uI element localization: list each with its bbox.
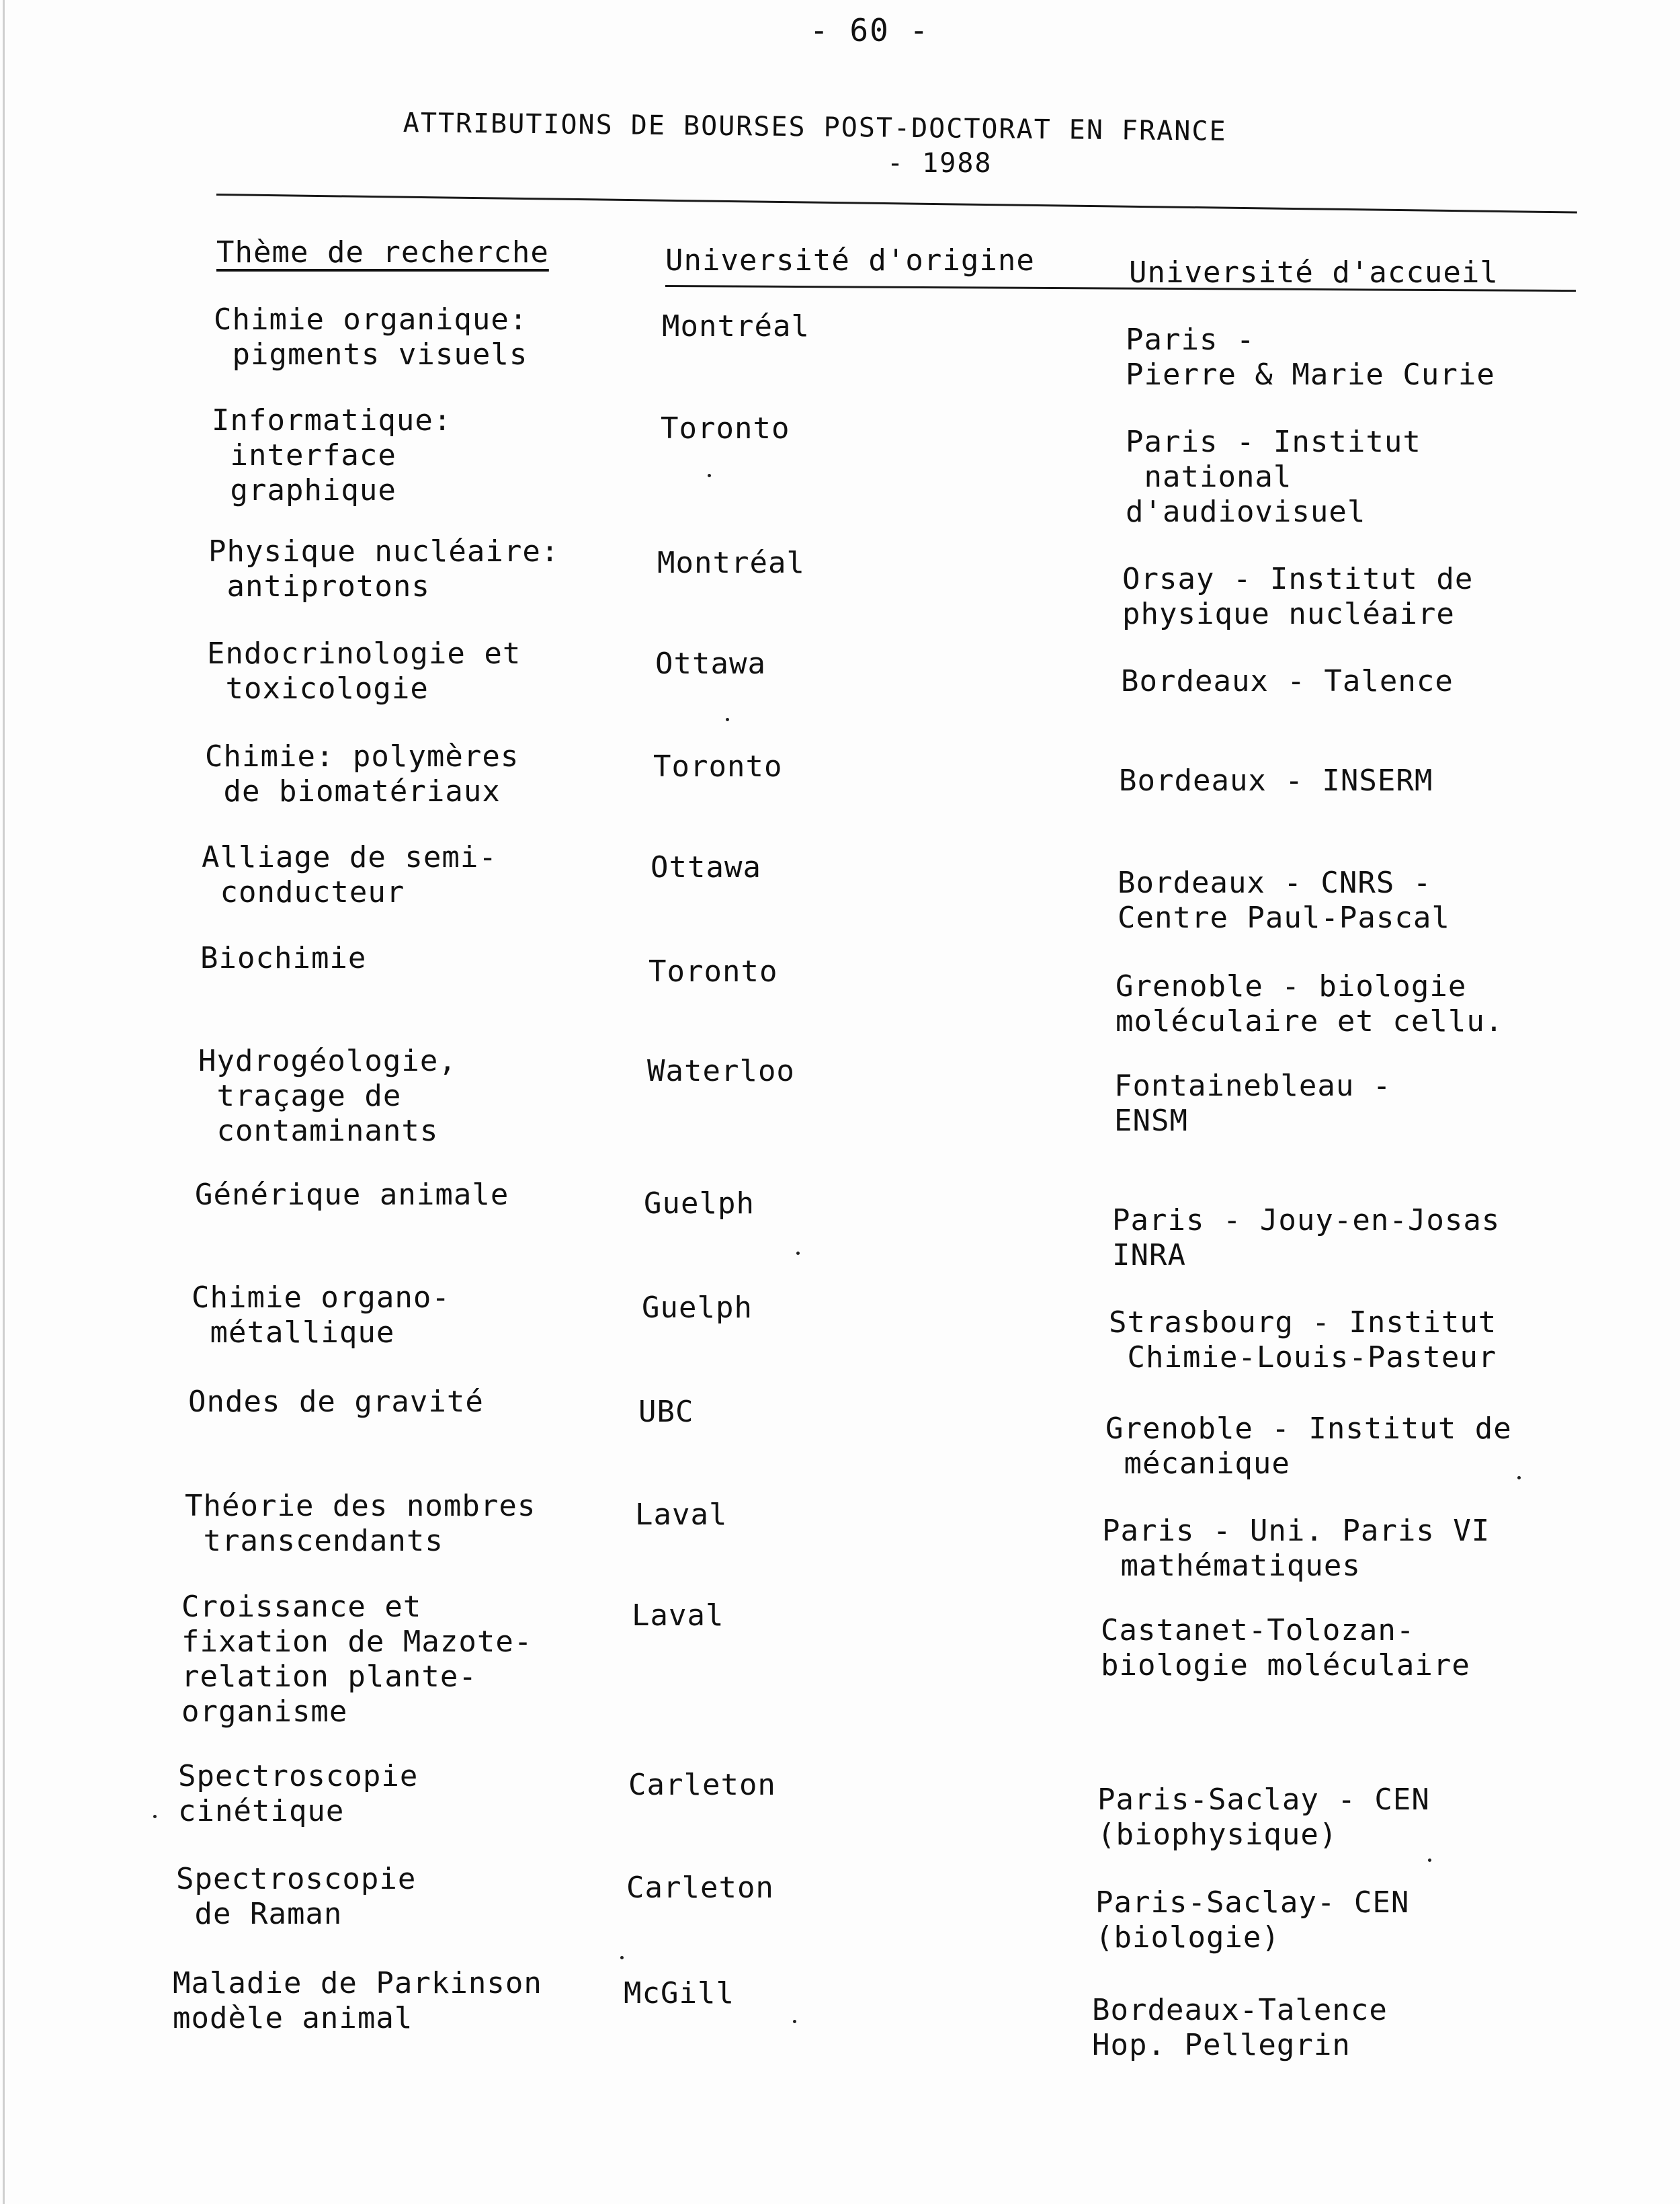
document-title: ATTRIBUTIONS DE BOURSES POST-DOCTORAT EN FRANCE: [403, 108, 1227, 147]
research-theme-line: contaminants: [198, 1114, 439, 1148]
origin-university: [661, 411, 790, 446]
host-university: [1095, 1885, 1409, 1955]
host-university-line: (biophysique): [1097, 1818, 1338, 1852]
origin-university: [628, 1768, 776, 1803]
research-theme: [185, 1489, 536, 1559]
host-university: [1105, 1412, 1512, 1481]
research-theme-line: interface: [212, 438, 396, 473]
host-university-line: Chimie-Louis-Pasteur: [1109, 1340, 1497, 1375]
scan-speck: [620, 1956, 624, 1959]
host-university: [1126, 425, 1421, 530]
host-university: [1116, 969, 1503, 1039]
host-university: [1097, 1783, 1430, 1852]
research-theme-line: Spectroscopie: [176, 1862, 417, 1896]
host-university-line: physique nucléaire: [1122, 597, 1455, 631]
host-university-line: mathématiques: [1102, 1549, 1361, 1583]
origin-university: [642, 1291, 753, 1325]
host-university-line: Paris - Uni. Paris VI: [1102, 1514, 1490, 1548]
host-university: [1101, 1613, 1470, 1683]
origin-university-line: Guelph: [642, 1291, 753, 1325]
host-university-line: Bordeaux - CNRS -: [1118, 866, 1432, 900]
host-university-line: Grenoble - biologie: [1116, 969, 1467, 1004]
research-theme-line: transcendants: [185, 1524, 444, 1558]
research-theme-line: cinétique: [178, 1794, 345, 1828]
research-theme-line: Biochimie: [200, 941, 367, 975]
host-university-line: biologie moléculaire: [1101, 1648, 1470, 1682]
host-university-line: mécanique: [1105, 1446, 1290, 1481]
host-university-line: Centre Paul-Pascal: [1118, 901, 1450, 935]
origin-university-line: Carleton: [628, 1768, 776, 1802]
host-university-line: (biologie): [1095, 1920, 1280, 1955]
research-theme-line: Théorie des nombres: [185, 1489, 536, 1523]
host-university-line: Paris - Institut: [1126, 425, 1421, 459]
origin-university-line: Ottawa: [655, 647, 766, 681]
host-university-line: d'audiovisuel: [1126, 495, 1366, 529]
origin-university: [657, 546, 805, 581]
research-theme-line: Chimie organique:: [214, 302, 528, 337]
research-theme: [208, 534, 559, 604]
research-theme: [205, 739, 519, 809]
research-theme-line: de Raman: [176, 1897, 343, 1931]
scan-speck: [793, 2020, 796, 2023]
research-theme: [202, 840, 497, 910]
host-university-line: Orsay - Institut de: [1122, 562, 1474, 596]
host-university-line: national: [1126, 460, 1292, 494]
research-theme-line: Maladie de Parkinson: [173, 1966, 542, 2000]
research-theme: [192, 1280, 450, 1350]
host-university: [1119, 764, 1433, 799]
research-theme: [207, 637, 521, 706]
host-university: [1109, 1305, 1497, 1375]
scan-speck: [1428, 1859, 1431, 1862]
research-theme: [195, 1178, 509, 1213]
host-university: [1121, 664, 1454, 699]
host-university-line: moléculaire et cellu.: [1116, 1004, 1504, 1038]
research-theme-line: de biomatériaux: [205, 774, 501, 809]
research-theme-line: pigments visuels: [214, 337, 528, 372]
research-theme-line: traçage de: [198, 1079, 402, 1113]
origin-university: [647, 1054, 795, 1089]
origin-university-line: Toronto: [661, 411, 790, 446]
scan-edge: [3, 0, 5, 2204]
host-university: [1112, 1203, 1500, 1273]
origin-university: [638, 1395, 694, 1430]
column-header-host: Université d'accueil: [1129, 255, 1499, 290]
host-university-line: Paris - Jouy-en-Josas: [1112, 1203, 1501, 1237]
research-theme-line: Ondes de gravité: [188, 1385, 484, 1419]
host-university: [1102, 1514, 1490, 1584]
origin-university-line: Montréal: [662, 309, 810, 343]
host-university-line: Paris -: [1126, 323, 1255, 357]
research-theme-line: organisme: [181, 1695, 348, 1729]
host-university: [1122, 562, 1473, 632]
document-year: - 1988: [887, 148, 993, 179]
scan-speck: [796, 1252, 800, 1255]
origin-university: [635, 1498, 727, 1533]
research-theme: [176, 1862, 416, 1932]
research-theme-line: modèle animal: [173, 2001, 413, 2035]
research-theme-line: Générique animale: [195, 1178, 509, 1212]
origin-university-line: McGill: [624, 1976, 734, 2010]
research-theme: [178, 1759, 418, 1829]
origin-university: [655, 647, 766, 682]
host-university: [1114, 1069, 1391, 1139]
research-theme-line: Croissance et: [181, 1590, 422, 1624]
research-theme-line: Chimie organo-: [192, 1280, 450, 1315]
host-university: [1126, 323, 1495, 393]
research-theme-line: Spectroscopie: [178, 1759, 419, 1793]
origin-university-line: Montréal: [657, 546, 805, 580]
origin-university: [626, 1871, 774, 1906]
host-university-line: INRA: [1112, 1238, 1186, 1272]
scan-speck: [708, 474, 711, 477]
host-university-line: Paris-Saclay- CEN: [1095, 1885, 1410, 1920]
scan-speck: [153, 1815, 157, 1818]
research-theme-line: graphique: [212, 473, 396, 507]
research-theme-line: Physique nucléaire:: [208, 534, 560, 569]
origin-university: [632, 1598, 724, 1633]
origin-university-line: Waterloo: [647, 1054, 795, 1088]
research-theme-line: Informatique:: [212, 403, 452, 438]
research-theme-line: Alliage de semi-: [202, 840, 497, 874]
origin-university: [624, 1976, 734, 2011]
host-university-line: Paris-Saclay - CEN: [1097, 1783, 1430, 1817]
host-university-line: Hop. Pellegrin: [1092, 2028, 1351, 2062]
research-theme: [212, 403, 452, 508]
research-theme: [198, 1044, 457, 1149]
table-top-rule: [216, 194, 1577, 214]
column-header-origin: Université d'origine: [665, 243, 1035, 278]
research-theme-line: conducteur: [202, 875, 405, 909]
origin-university-line: Ottawa: [650, 850, 761, 885]
scan-speck: [726, 718, 729, 721]
host-university-line: Pierre & Marie Curie: [1126, 358, 1495, 392]
origin-university: [644, 1186, 755, 1221]
origin-university: [653, 749, 782, 784]
host-university-line: Bordeaux-Talence: [1092, 1993, 1388, 2027]
research-theme-line: antiprotons: [208, 569, 430, 604]
origin-university-line: Carleton: [626, 1871, 774, 1905]
origin-university-line: Guelph: [644, 1186, 755, 1221]
origin-university: [650, 850, 761, 885]
host-university-line: Grenoble - Institut de: [1105, 1412, 1512, 1446]
host-university: [1118, 866, 1450, 936]
origin-university-line: Toronto: [648, 954, 778, 989]
host-university-line: Fontainebleau -: [1114, 1069, 1392, 1103]
origin-university-line: Laval: [632, 1598, 724, 1633]
host-university-line: Bordeaux - Talence: [1121, 664, 1454, 698]
scan-speck: [1517, 1476, 1521, 1479]
origin-university-line: Toronto: [653, 749, 783, 784]
host-university-line: Bordeaux - INSERM: [1119, 764, 1433, 798]
research-theme-line: Chimie: polymères: [205, 739, 519, 774]
research-theme: [200, 941, 366, 976]
origin-university-line: UBC: [638, 1395, 694, 1429]
origin-university: [648, 954, 778, 989]
column-header-theme: Thème de recherche: [216, 235, 549, 270]
research-theme: [173, 1966, 542, 2036]
research-theme: [188, 1385, 484, 1420]
page-number: - 60 -: [810, 12, 930, 48]
host-university-line: Castanet-Tolozan-: [1101, 1613, 1415, 1647]
origin-university: [662, 309, 810, 344]
host-university-line: Strasbourg - Institut: [1109, 1305, 1497, 1340]
host-university-line: ENSM: [1114, 1104, 1188, 1138]
research-theme-line: métallique: [192, 1315, 395, 1350]
research-theme: [181, 1590, 532, 1729]
research-theme-line: toxicologie: [207, 671, 429, 706]
research-theme: [214, 302, 528, 372]
research-theme-line: relation plante-: [181, 1660, 477, 1694]
origin-university-line: Laval: [635, 1498, 728, 1532]
host-university: [1092, 1993, 1388, 2063]
research-theme-line: fixation de Mazote-: [181, 1625, 533, 1659]
research-theme-line: Hydrogéologie,: [198, 1044, 457, 1078]
research-theme-line: Endocrinologie et: [207, 637, 521, 671]
